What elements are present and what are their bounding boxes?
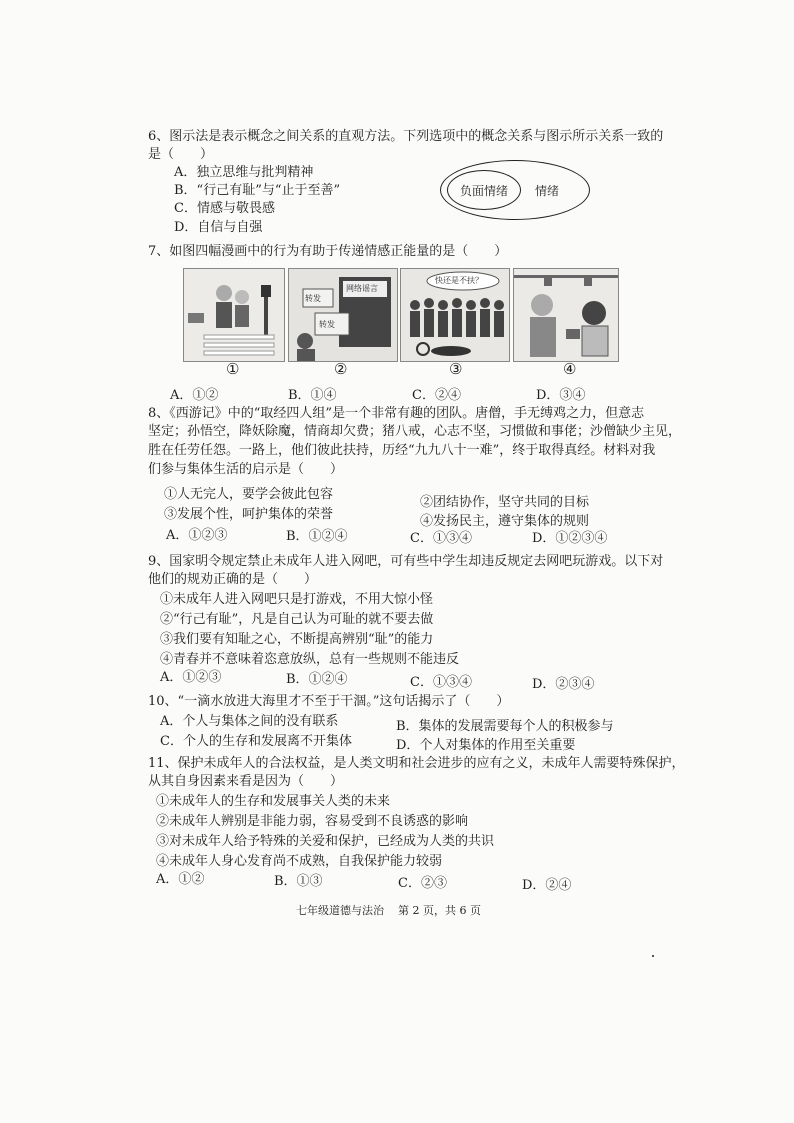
venn-inner-circle <box>447 170 521 210</box>
comic-panel-3 <box>400 268 510 362</box>
venn-outer-label: 情绪 <box>535 184 560 198</box>
q9-statement-2: ②“行己有耻”，凡是自己认为可耻的就不要去做 <box>160 612 434 627</box>
q8-stem-line3: 胜在任劳任怨。一路上，他们彼此扶持，历经“九九八十一难”，终于取得真经。材料对我 <box>148 443 656 458</box>
footer-subject: 七年级道德与法治 <box>296 904 384 917</box>
q11-option-d: D．②④ <box>522 878 572 893</box>
comic-panel-4 <box>513 268 619 362</box>
q8-statement-2: ②团结协作，坚守共同的目标 <box>420 495 590 510</box>
panel-label-4: ④ <box>563 360 577 378</box>
q11-option-a: A．①② <box>156 872 205 887</box>
q11-statement-1: ①未成年人的生存和发展事关人类的未来 <box>156 794 391 809</box>
panel-label-3: ③ <box>449 360 463 378</box>
q7-stem: 7、如图四幅漫画中的行为有助于传递情感正能量的是（ ） <box>148 244 508 259</box>
panel-label-2: ② <box>334 360 348 378</box>
q9-option-d: D．②③④ <box>532 677 595 692</box>
q11-stem-line1: 11、保护未成年人的合法权益，是人类文明和社会进步的应有之义，未成年人需要特殊保护， <box>148 756 685 771</box>
q9-statement-1: ①未成年人进入网吧只是打游戏，不用大惊小怪 <box>160 592 434 607</box>
comic-panel-2 <box>288 268 398 362</box>
q9-stem-line1: 9、国家明令规定禁止未成年人进入网吧，可有些中学生却违反规定去网吧玩游戏。以下对 <box>148 554 664 569</box>
q6-option-a: A．独立思维与批判精神 <box>174 165 314 180</box>
q6-option-c: C．情感与敬畏感 <box>174 201 275 216</box>
comic-crosswalk-illustration <box>184 269 284 361</box>
panel3-speech-bubble: 快还是不扶？ <box>435 276 483 285</box>
q8-stem-line4: 们参与集体生活的启示是（ ） <box>148 462 344 477</box>
q8-stem-line2: 坚定；孙悟空，降妖除魔，情商却欠费；猪八戒，心志不坚，习惯做和事佬；沙僧缺少主见， <box>148 424 682 439</box>
q11-stem-line2: 从其自身因素来看是因为（ ） <box>148 774 344 789</box>
q7-option-c: C．②④ <box>412 388 461 403</box>
q9-option-b: B．①②④ <box>286 672 348 687</box>
scan-speck <box>652 955 654 957</box>
q7-option-b: B．①④ <box>288 388 337 403</box>
panel2-sign-forward-1: 转发 <box>305 294 321 303</box>
q11-statement-3: ③对未成年人给予特殊的关爱和保护，已经成为人类的共识 <box>156 834 495 849</box>
q8-option-b: B．①②④ <box>286 529 348 544</box>
q8-statement-1: ①人无完人，要学会彼此包容 <box>164 487 334 502</box>
q9-stem-line2: 他们的规劝正确的是（ ） <box>148 572 318 587</box>
q8-option-a: A．①②③ <box>166 528 228 543</box>
q10-option-a: A．个人与集体之间的没有联系 <box>160 714 339 729</box>
panel-label-1: ① <box>226 360 240 378</box>
q8-statement-3: ③发展个性，呵护集体的荣誉 <box>164 507 334 522</box>
q8-statement-4: ④发扬民主，遵守集体的规则 <box>420 514 590 529</box>
q11-statement-4: ④未成年人身心发育尚不成熟，自我保护能力较弱 <box>156 854 443 869</box>
q10-option-c: C．个人的生存和发展离不开集体 <box>160 734 352 749</box>
q11-option-b: B．①③ <box>274 874 323 889</box>
panel2-sign-rumor: 网络谣言 <box>346 284 378 293</box>
q7-option-d: D．③④ <box>536 388 586 403</box>
comic-bus-illustration <box>514 269 618 361</box>
q6-stem-line2: 是（ ） <box>148 147 214 162</box>
q9-option-a: A．①②③ <box>160 670 222 685</box>
q11-option-c: C．②③ <box>398 876 447 891</box>
q8-option-c: C．①③④ <box>410 531 472 546</box>
q7-option-a: A．①② <box>170 388 219 403</box>
footer-page-number: 第 2 页，共 6 页 <box>398 904 481 917</box>
q9-option-c: C．①③④ <box>410 675 472 690</box>
q8-stem-line1: 8、《西游记》中的“取经四人组”是一个非常有趣的团队。唐僧，手无缚鸡之力，但意志 <box>148 406 645 421</box>
panel2-sign-forward-2: 转发 <box>319 320 335 329</box>
q9-statement-3: ③我们要有知耻之心，不断提高辨别“耻”的能力 <box>160 632 434 647</box>
q6-stem-line1: 6、图示法是表示概念之间关系的直观方法。下列选项中的概念关系与图示所示关系一致的 <box>148 129 664 144</box>
q11-statement-2: ②未成年人辨别是非能力弱，容易受到不良诱惑的影响 <box>156 814 469 829</box>
q10-stem: 10、“一滴水放进大海里才不至于干涸。”这句话揭示了（ ） <box>148 694 510 709</box>
comic-rumor-illustration <box>289 269 397 361</box>
q10-option-d: D．个人对集体的作用至关重要 <box>396 738 576 753</box>
q9-statement-4: ④青春并不意味着恣意放纵，总有一些规则不能违反 <box>160 652 460 667</box>
q6-option-b: B．“行己有耻”与“止于至善” <box>174 183 341 198</box>
comic-panel-1 <box>183 268 285 362</box>
q10-option-b: B．集体的发展需要每个人的积极参与 <box>396 719 614 734</box>
q8-option-d: D．①②③④ <box>532 531 608 546</box>
q6-option-d: D．自信与自强 <box>174 220 263 235</box>
venn-inner-label: 负面情绪 <box>459 183 508 198</box>
